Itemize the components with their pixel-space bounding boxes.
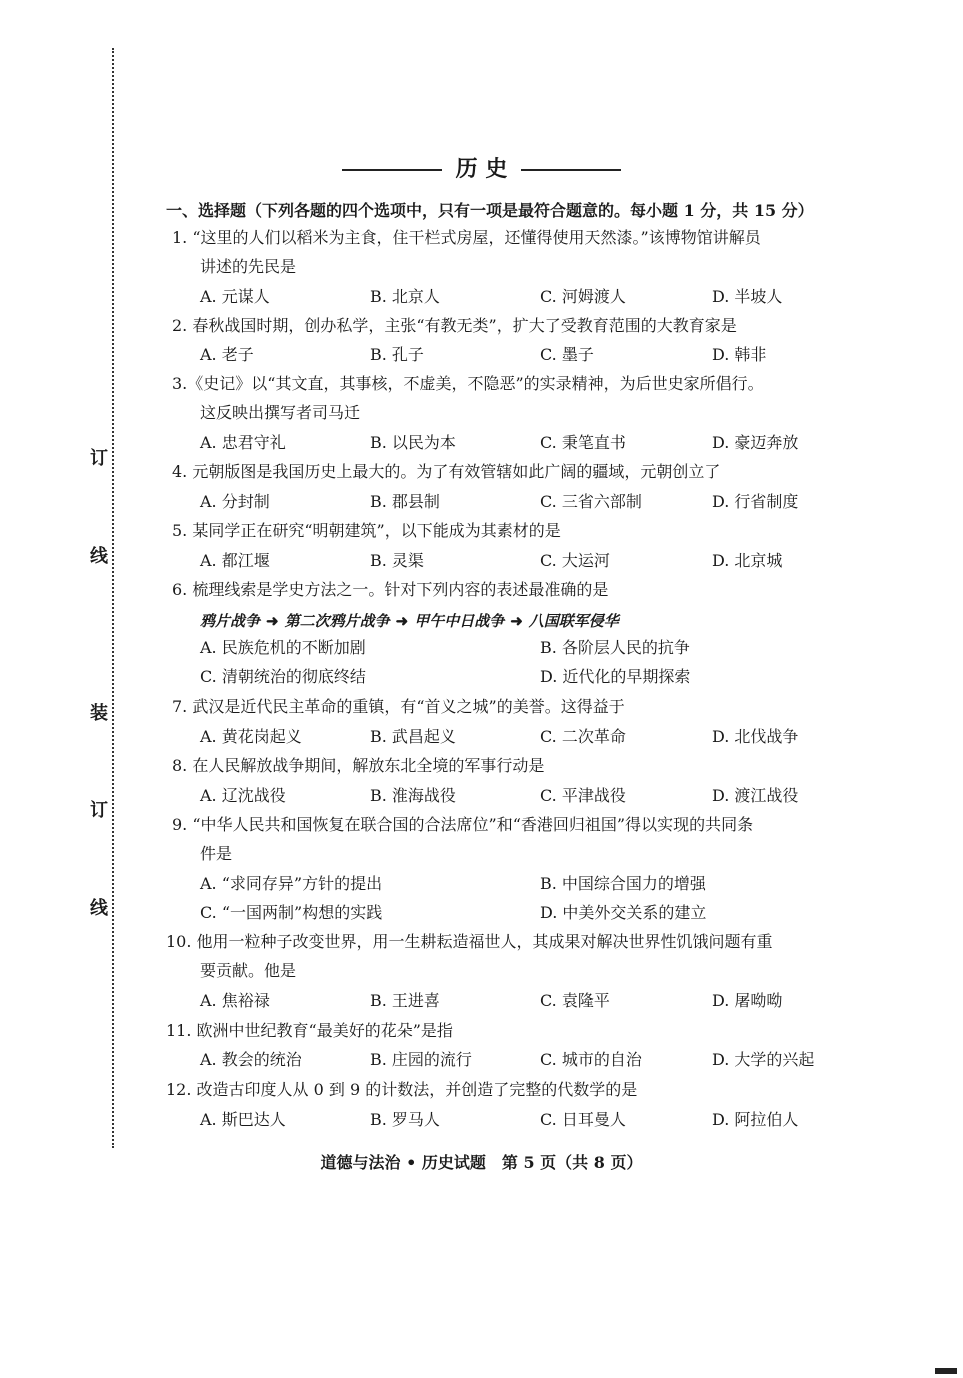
question-6-option-a: A. 民族危机的不断加剧 [200,638,366,657]
question-10-option-a: A. 焦裕禄 [200,991,270,1010]
question-9-stem-cont: 件是 [200,844,233,863]
binding-char-zhuang: 装 [90,703,108,724]
page-footer: 道德与法治 • 历史试题 第 5 页（共 8 页） [320,1153,643,1172]
question-2-stem: 2. 春秋战国时期，创办私学，主张“有教无类”，扩大了受教育范围的大教育家是 [172,316,737,335]
section-heading: 一、选择题（下列各题的四个选项中，只有一项是最符合题意的。每小题 1 分，共 15 分） [166,201,814,220]
question-9-option-a: A. “求同存异”方针的提出 [200,874,383,893]
question-3-option-c: C. 秉笔直书 [540,433,626,452]
question-10-stem-cont: 要贡献。他是 [200,961,297,980]
question-3-stem-cont: 这反映出撰写者司马迁 [200,403,361,422]
question-8-option-a: A. 辽沈战役 [200,786,286,805]
question-11-option-a: A. 教会的统治 [200,1050,302,1069]
question-8-stem: 8. 在人民解放战争期间，解放东北全境的军事行动是 [172,756,545,775]
question-1-option-c: C. 河姆渡人 [540,287,626,306]
question-9-option-b: B. 中国综合国力的增强 [540,874,706,893]
question-7-option-c: C. 二次革命 [540,727,626,746]
question-2-option-d: D. 韩非 [712,345,767,364]
question-6-option-b: B. 各阶层人民的抗争 [540,638,690,657]
question-5-option-d: D. 北京城 [712,551,783,570]
question-10-option-d: D. 屠呦呦 [712,991,783,1010]
scan-corner-mark [935,1368,957,1374]
question-3-option-b: B. 以民为本 [370,433,456,452]
arrow-right-icon: ➜ [266,612,279,630]
question-1-option-d: D. 半坡人 [712,287,783,306]
question-3-stem: 3.《史记》以“其文直，其事核，不虚美，不隐恶”的实录精神，为后世史家所倡行。 [172,374,764,393]
arrow-right-icon: ➜ [395,612,409,630]
question-5-option-a: A. 都江堰 [200,551,270,570]
timeline-event: 甲午中日战争 [414,612,505,630]
binding-dotted-line [112,48,114,1148]
question-12-option-a: A. 斯巴达人 [200,1110,286,1129]
title-rule-left [342,169,442,171]
question-9-option-d: D. 中美外交关系的建立 [540,903,707,922]
question-3-option-a: A. 忠君守礼 [200,433,286,452]
timeline-event: 八国联军侵华 [528,612,619,630]
question-4-option-c: C. 三省六部制 [540,492,642,511]
binding-char-ding: 订 [90,800,108,821]
question-12-option-d: D. 阿拉伯人 [712,1110,799,1129]
question-4-option-a: A. 分封制 [200,492,270,511]
title-rule-right [521,169,621,171]
question-6-option-c: C. 清朝统治的彻底终结 [200,667,366,686]
question-4-option-b: B. 郡县制 [370,492,440,511]
question-12-stem: 12. 改造古印度人从 0 到 9 的计数法，并创造了完整的代数学的是 [166,1080,638,1099]
question-4-option-d: D. 行省制度 [712,492,799,511]
arrow-right-icon: ➜ [510,612,523,630]
question-7-stem: 7. 武汉是近代民主革命的重镇，有“首义之城”的美誉。这得益于 [172,697,625,716]
binding-char-xian: 线 [90,546,108,567]
page-title [0,152,963,183]
question-6-timeline [200,610,619,631]
question-5-option-b: B. 灵渠 [370,551,424,570]
question-6-option-d: D. 近代化的早期探索 [540,667,691,686]
question-2-option-a: A. 老子 [200,345,254,364]
question-1-option-a: A. 元谋人 [200,287,270,306]
question-2-option-b: B. 孔子 [370,345,424,364]
question-11-option-c: C. 城市的自治 [540,1050,642,1069]
question-1-stem-cont: 讲述的先民是 [200,257,297,276]
binding-char-ding: 订 [90,448,108,469]
question-9-option-c: C. “一国两制”构想的实践 [200,903,383,922]
question-2-option-c: C. 墨子 [540,345,594,364]
question-8-option-b: B. 淮海战役 [370,786,456,805]
question-12-option-b: B. 罗马人 [370,1110,440,1129]
question-1-option-b: B. 北京人 [370,287,440,306]
question-7-option-d: D. 北伐战争 [712,727,799,746]
question-4-stem: 4. 元朝版图是我国历史上最大的。为了有效管辖如此广阔的疆域，元朝创立了 [172,462,721,481]
question-11-option-d: D. 大学的兴起 [712,1050,815,1069]
question-6-stem: 6. 梳理线索是学史方法之一。针对下列内容的表述最准确的是 [172,580,609,599]
title-text: 历 史 [455,156,508,182]
question-10-option-b: B. 王进喜 [370,991,440,1010]
timeline-event: 第二次鸦片战争 [284,612,390,630]
question-12-option-c: C. 日耳曼人 [540,1110,626,1129]
question-10-stem: 10. 他用一粒种子改变世界，用一生耕耘造福世人，其成果对解决世界性饥饿问题有重 [166,932,773,951]
question-11-option-b: B. 庄园的流行 [370,1050,472,1069]
question-1-stem: 1. “这里的人们以稻米为主食，住干栏式房屋，还懂得使用天然漆。”该博物馆讲解员 [172,228,761,247]
question-7-option-a: A. 黄花岗起义 [200,727,302,746]
question-3-option-d: D. 豪迈奔放 [712,433,799,452]
question-9-stem: 9. “中华人民共和国恢复在联合国的合法席位”和“香港回归祖国”得以实现的共同条 [172,815,754,834]
question-5-option-c: C. 大运河 [540,551,610,570]
binding-char-xian: 线 [90,898,108,919]
question-8-option-c: C. 平津战役 [540,786,626,805]
question-8-option-d: D. 渡江战役 [712,786,799,805]
timeline-event: 鸦片战争 [200,612,261,630]
question-10-option-c: C. 袁隆平 [540,991,610,1010]
question-11-stem: 11. 欧洲中世纪教育“最美好的花朵”是指 [166,1021,453,1040]
question-5-stem: 5. 某同学正在研究“明朝建筑”，以下能成为其素材的是 [172,521,561,540]
question-7-option-b: B. 武昌起义 [370,727,456,746]
